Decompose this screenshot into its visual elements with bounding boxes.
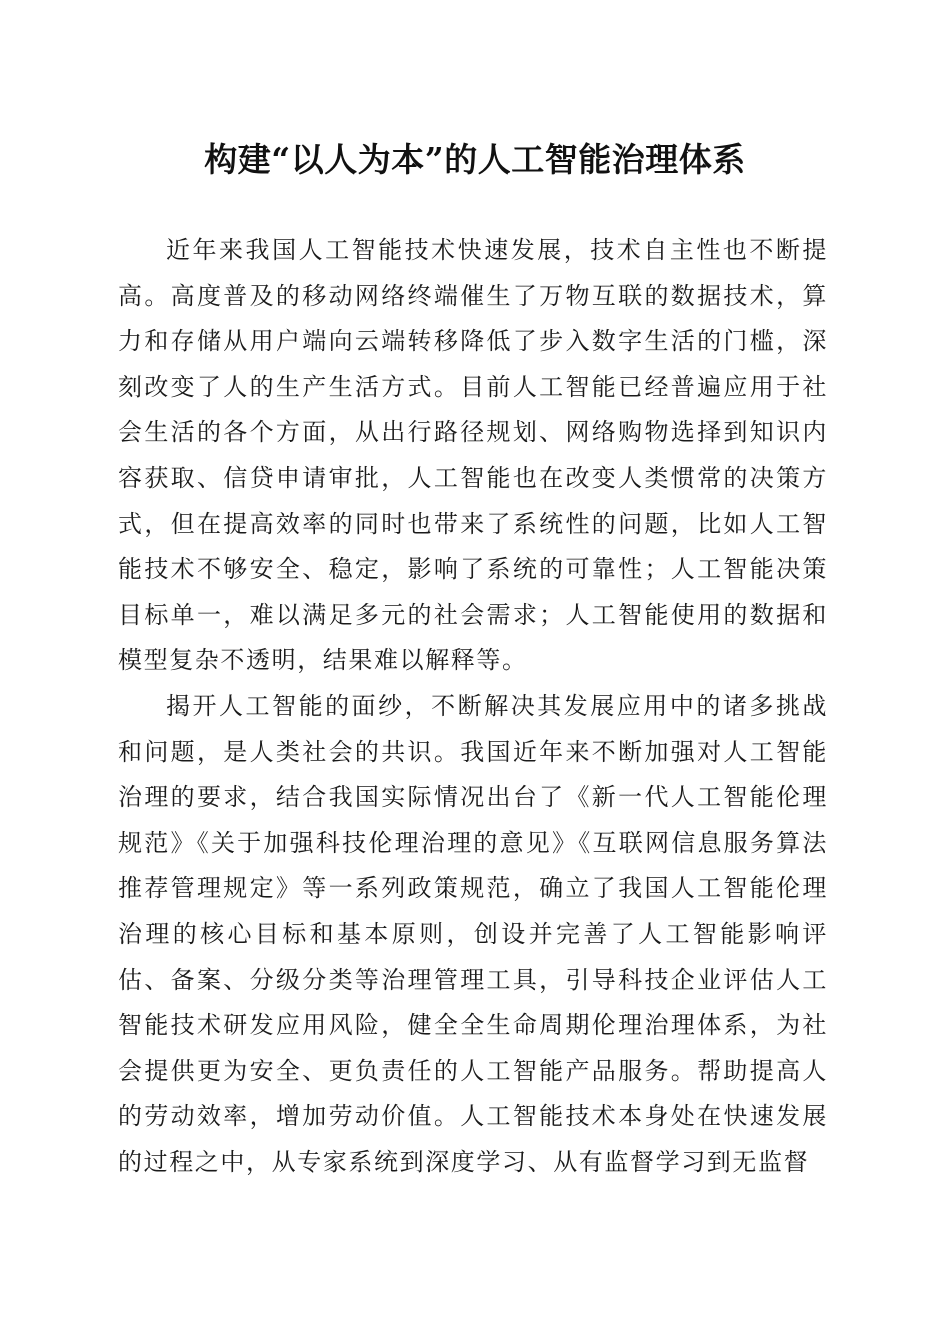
paragraph-2: 揭开人工智能的面纱，不断解决其发展应用中的诸多挑战和问题，是人类社会的共识。我国近年来不断加强对人工智能治理的要求，结合我国实际情况出台了《新一代人工智能伦理规范》《关于加强科技伦理治理的意见》《互联网信息服务算法推荐管理规定》等一系列政策规范，确立了我国人工智能伦理治理的核心目标和基本原则，创设并完善了人工智能影响评估、备案、分级分类等治理管理工具，引导科技企业评估人工智能技术研发应用风险，健全全生命周期伦理治理体系，为社会提供更为安全、更负责任的人工智能产品服务。帮助提高人的劳动效率，增加劳动价值。人工智能技术本身处在快速发展的过程之中，从专家系统到深度学习、从有监督学习到无监督 [118, 691, 828, 1176]
document-body [118, 228, 828, 1185]
paragraph-1: 近年来我国人工智能技术快速发展，技术自主性也不断提高。高度普及的移动网络终端催生了万物互联的数据技术，算力和存储从用户端向云端转移降低了步入数字生活的门槛，深刻改变了人的生产生活方式。目前人工智能已经普遍应用于社会生活的各个方面，从出行路径规划、网络购物选择到知识内容获取、信贷申请审批，人工智能也在改变人类惯常的决策方式，但在提高效率的同时也带来了系统性的问题，比如人工智能技术不够安全、稳定，影响了系统的可靠性；人工智能决策目标单一，难以满足多元的社会需求；人工智能使用的数据和模型复杂不透明，结果难以解释等。 [118, 236, 828, 675]
document-title: 构建“以人为本”的人工智能治理体系 [204, 140, 746, 179]
